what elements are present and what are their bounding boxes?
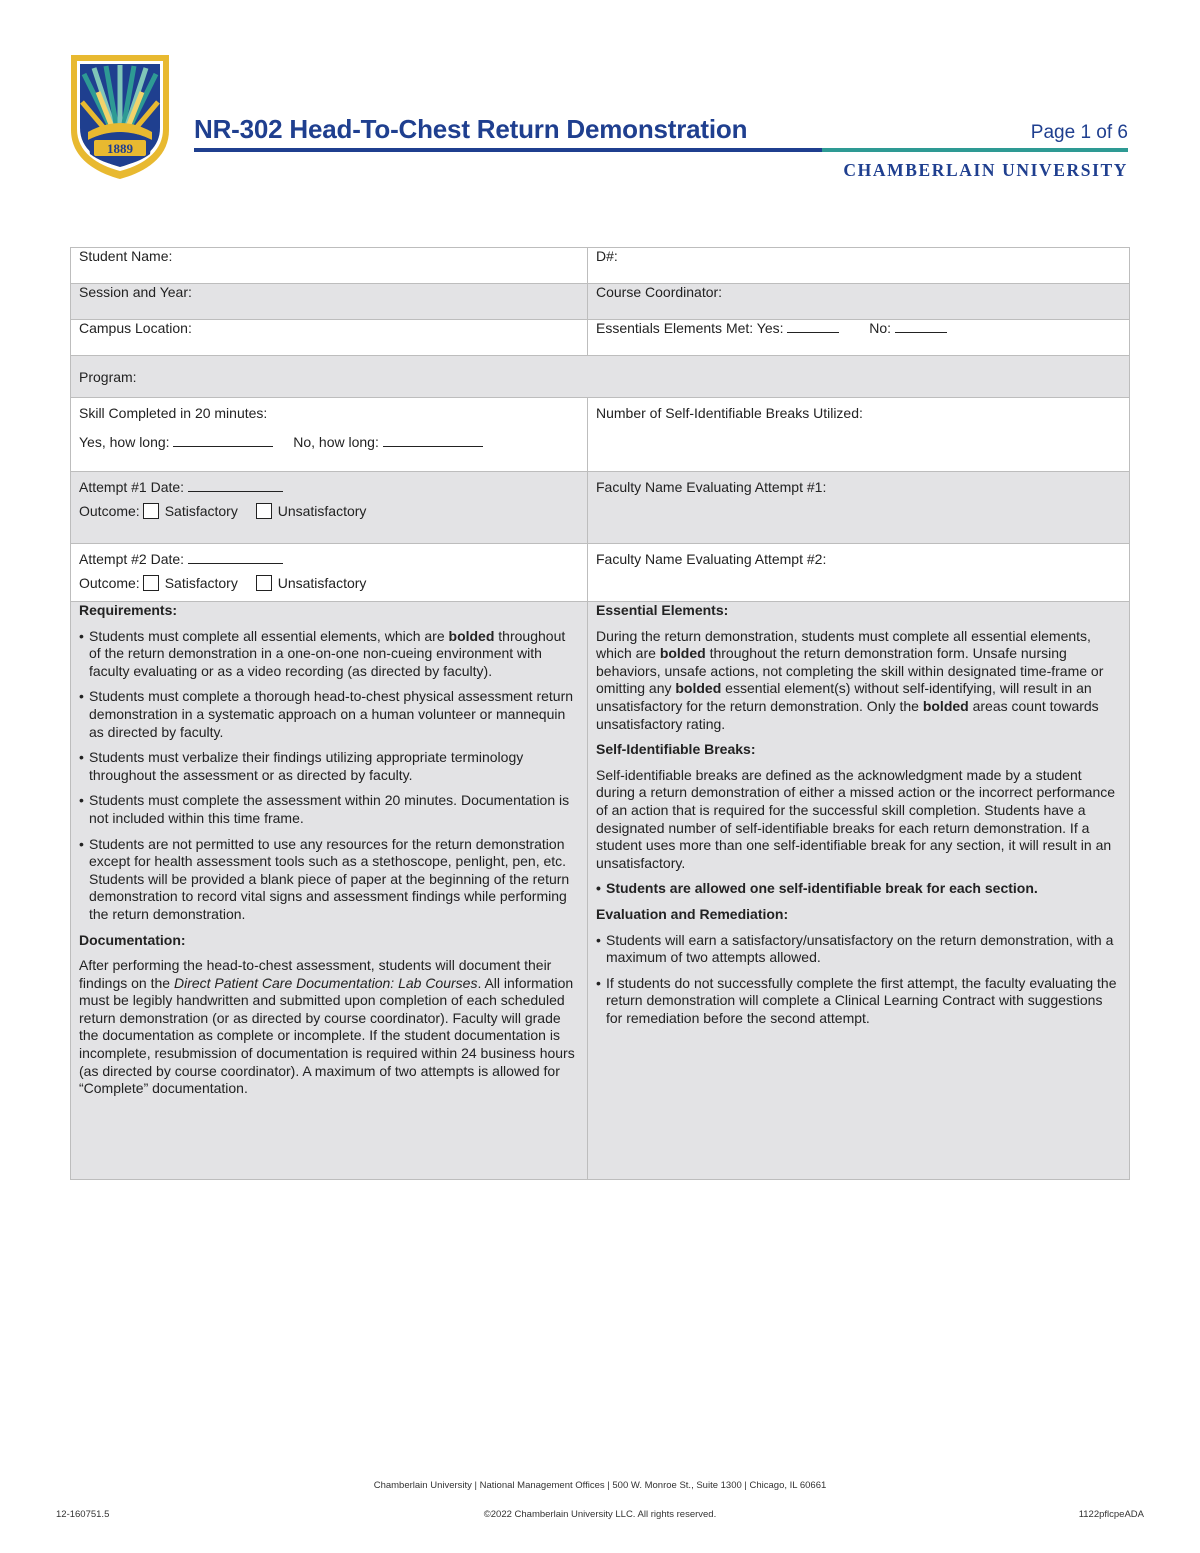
attempt1-unsatisfactory-checkbox[interactable] xyxy=(256,503,272,519)
yes-how-long-blank[interactable] xyxy=(173,434,273,447)
logo-year: 1889 xyxy=(107,141,133,156)
attempt1-field: Attempt #1 Date: Outcome: Satisfactory Unsatisfactory xyxy=(71,472,588,544)
form-row-campus xyxy=(71,320,1130,356)
footer-copyright: ©2022 Chamberlain University LLC. All rights reserved. xyxy=(483,1509,717,1520)
instructions-row xyxy=(71,602,1130,1180)
evaluation-heading: Evaluation and Remediation: xyxy=(596,905,789,922)
breaks-rule-item: • Students are allowed one self-identifiable break for each section. xyxy=(596,880,1121,898)
form-row-attempt1 xyxy=(71,472,1130,544)
requirements-heading: Requirements: xyxy=(79,602,178,618)
form-row-program xyxy=(71,356,1130,398)
essentials-no-blank[interactable] xyxy=(895,320,947,333)
header-rule-navy xyxy=(194,148,822,152)
footer-code-left: 12-160751.5 xyxy=(56,1509,110,1520)
documentation-heading: Documentation: xyxy=(79,931,186,948)
requirement-item: • Students must complete the assessment within 20 minutes. Documentation is not included within this time frame. xyxy=(79,792,579,827)
page-number: Page 1 of 6 xyxy=(1030,122,1128,143)
form-row-skill xyxy=(71,398,1130,472)
breaks-list xyxy=(596,880,1121,898)
essential-elements-column xyxy=(588,602,1130,1180)
campus-location-field[interactable]: Campus Location: xyxy=(71,320,588,356)
student-name-field[interactable]: Student Name: xyxy=(71,248,588,284)
evaluation-list xyxy=(596,932,1121,1028)
form-row-student xyxy=(71,248,1130,284)
attempt1-satisfactory-checkbox[interactable] xyxy=(143,503,159,519)
essential-elements-text: During the return demonstration, students must complete all essential elements, which are bolded throughout the return demonstration form. Unsafe nursing behaviors, unsafe actions, not completing the skill within designated time-frame or omitting any bolded essential element(s) without self-identifying, will result in an unsatisfactory for the return demonstration. Only the bolded areas count towards unsatisfactory rating. xyxy=(596,627,1104,732)
breaks-utilized-field[interactable]: Number of Self-Identifiable Breaks Utilized: xyxy=(588,398,1130,472)
university-wordmark: CHAMBERLAIN UNIVERSITY xyxy=(843,160,1128,180)
session-year-field[interactable]: Session and Year: xyxy=(71,284,588,320)
faculty2-field[interactable]: Faculty Name Evaluating Attempt #2: xyxy=(588,544,1130,602)
requirements-list xyxy=(79,628,579,924)
university-crest-logo xyxy=(68,52,172,182)
faculty1-field[interactable]: Faculty Name Evaluating Attempt #1: xyxy=(588,472,1130,544)
form-row-attempt2 xyxy=(71,544,1130,602)
no-how-long-label: No, how long: xyxy=(293,434,379,450)
evaluation-item: • If students do not successfully complete the first attempt, the faculty evaluating the return demonstration will complete a Clinical Learning Contract with suggestions for remediation before the second attempt. xyxy=(596,975,1121,1028)
documentation-text: After performing the head-to-chest assessment, students will document their findings on the Direct Patient Care Documentation: Lab Courses. All information must be legibly handwritten and submitted upon completion of each scheduled return demonstration (or as directed by course coordinator). Faculty will grade the documentation as complete or incomplete. If the student documentation is incomplete, resubmission of documentation is required within 24 business hours (as directed by course coordinator). A maximum of two attempts is allowed for “Complete” documentation. xyxy=(79,957,575,1097)
essentials-met-field[interactable]: Essentials Elements Met: Yes: No: xyxy=(588,320,1130,356)
yes-how-long-label: Yes, how long: xyxy=(79,434,170,450)
requirement-item: • Students are not permitted to use any resources for the return demonstration except for health assessment tools such as a stethoscope, penlight, pen, etc. Students will be provided a blank piece of paper at the beginning of the return demonstration to record vital signs and assessment findings while performing the return demonstration. xyxy=(79,836,579,924)
page-title: NR-302 Head-To-Chest Return Demonstration xyxy=(194,114,748,144)
breaks-text: Self-identifiable breaks are defined as the acknowledgment made by a student during a return demonstration of either a missed action or the incorrect performance of an action that is required for the successful skill completion. Students have a designated number of self-identifiable breaks for each return demonstration. If a student uses more than one self-identifiable break for any section, it will result in an unsatisfactory. xyxy=(596,766,1116,871)
d-number-field[interactable]: D#: xyxy=(588,248,1130,284)
breaks-heading: Self-Identifiable Breaks: xyxy=(596,741,756,758)
requirement-item: • Students must verbalize their findings utilizing appropriate terminology throughout the assessment or as directed by faculty. xyxy=(79,749,579,784)
program-field[interactable]: Program: xyxy=(71,356,1130,398)
footer-code-right: 1122pflcpeADA xyxy=(1078,1509,1144,1520)
form-row-session xyxy=(71,284,1130,320)
essential-elements-heading: Essential Elements: xyxy=(596,602,729,618)
no-how-long-blank[interactable] xyxy=(383,434,483,447)
skill-completed-label: Skill Completed in 20 minutes: xyxy=(79,405,268,421)
attempt2-field: Attempt #2 Date: Outcome: Satisfactory Unsatisfactory xyxy=(71,544,588,602)
course-coordinator-field[interactable]: Course Coordinator: xyxy=(588,284,1130,320)
header-rule-teal xyxy=(822,148,1128,152)
requirements-column xyxy=(71,602,588,1180)
skill-completed-field xyxy=(71,398,588,472)
attempt2-date-blank[interactable] xyxy=(188,551,283,564)
essentials-yes-blank[interactable] xyxy=(787,320,839,333)
attempt1-date-blank[interactable] xyxy=(188,479,283,492)
evaluation-item: • Students will earn a satisfactory/unsatisfactory on the return demonstration, with a maximum of two attempts allowed. xyxy=(596,932,1121,967)
attempt2-unsatisfactory-checkbox[interactable] xyxy=(256,575,272,591)
attempt2-satisfactory-checkbox[interactable] xyxy=(143,575,159,591)
requirement-item: • Students must complete all essential elements, which are bolded throughout of the return demonstration in a one-on-one non-cueing environment with faculty evaluating or as a video recording (as directed by faculty). xyxy=(79,628,579,681)
footer-address: Chamberlain University | National Management Offices | 500 W. Monroe St., Suite 1300 | Chicago, IL 60661 xyxy=(373,1480,827,1491)
return-demonstration-form xyxy=(70,247,1130,1180)
requirement-item: • Students must complete a thorough head-to-chest physical assessment return demonstration in a systematic approach on a human volunteer or mannequin as directed by faculty. xyxy=(79,688,579,741)
